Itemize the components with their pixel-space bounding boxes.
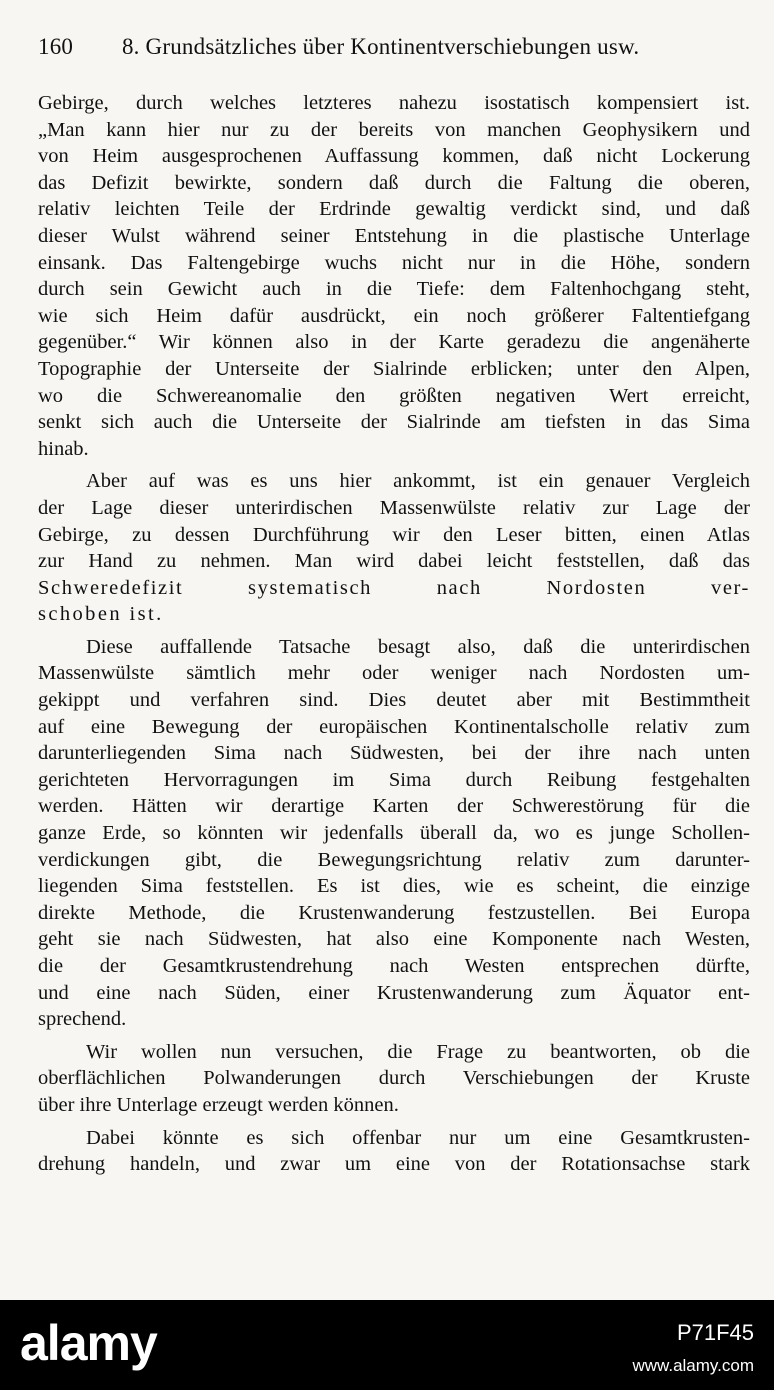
text-line: Gebirge, zu dessen Durchführung wir den Leser bitten, einen Atlas [38, 523, 750, 546]
text-line: Wir wollen nun versuchen, die Frage zu beantworten, ob die [86, 1040, 750, 1063]
text-line: das Defizit bewirkte, sondern daß durch die Faltung die oberen, [38, 171, 750, 194]
text-line: Topographie der Unterseite der Sialrinde erblicken; unter den Alpen, [38, 357, 750, 380]
text-line: der Lage dieser unterirdischen Massenwülste relativ zur Lage der [38, 496, 750, 519]
text-line: senkt sich auch die Unterseite der Sialrinde am tiefsten in das Sima [38, 411, 750, 434]
paragraph [38, 468, 750, 628]
text-line: wo die Schwereanomalie den größten negativen Wert erreicht, [38, 384, 750, 407]
text-line: gekippt und verfahren sind. Dies deutet aber mit Bestimmtheit [38, 689, 750, 712]
text-line: verdickungen gibt, die Bewegungsrichtung relativ zum darunter- [38, 848, 750, 871]
text-line: oberflächlichen Polwanderungen durch Verschiebungen der Kruste [38, 1067, 750, 1090]
text-line: die der Gesamtkrustendrehung nach Westen entsprechen dürfte, [38, 955, 750, 977]
text-line-spaced: schoben ist. [38, 603, 164, 626]
body-text [38, 90, 750, 1184]
text-line: Massenwülste sämtlich mehr oder weniger nach Nordosten um- [38, 662, 750, 685]
text-line: und eine nach Süden, einer Krustenwanderung zum Äquator ent- [38, 981, 750, 1004]
text-line: werden. Hätten wir derartige Karten der Schwerestörung für die [38, 795, 750, 818]
running-title: 8. Grundsätzliches über Kontinentverschiebungen usw. [121, 34, 640, 59]
text-line: auf eine Bewegung der europäischen Kontinentalscholle relativ zum [38, 715, 750, 738]
page-header [38, 34, 744, 68]
paragraph [38, 634, 750, 1033]
paragraph [38, 1039, 750, 1119]
text-line: sprechend. [38, 1008, 127, 1031]
text-line: gegenüber.“ Wir können also in der Karte geradezu die angenäherte [38, 331, 750, 354]
text-line: durch sein Gewicht auch in die Tiefe: dem Faltenhochgang steht, [38, 278, 750, 301]
stock-watermark-bar [0, 1300, 774, 1390]
site-url: www.alamy.com [632, 1356, 754, 1375]
paragraph [38, 1125, 750, 1178]
text-line: darunterliegenden Sima nach Südwesten, bei der ihre nach unten [38, 742, 750, 765]
image-id: P71F45 [676, 1320, 754, 1345]
text-line: „Man kann hier nur zu der bereits von manchen Geophysikern und [38, 118, 750, 141]
text-line: Gebirge, durch welches letzteres nahezu isostatisch kompensiert ist. [38, 92, 750, 114]
text-line: Aber auf was es uns hier ankommt, ist ein genauer Vergleich [86, 470, 750, 493]
text-line: zur Hand zu nehmen. Man wird dabei leicht feststellen, daß das [38, 550, 750, 573]
text-line: über ihre Unterlage erzeugt werden können. [38, 1093, 399, 1116]
text-line: drehung handeln, und zwar um eine von der Rotationsachse stark [38, 1153, 750, 1176]
alamy-logo: alamy [20, 1315, 157, 1371]
text-line: Dabei könnte es sich offenbar nur um eine Gesamtkrusten- [86, 1126, 750, 1149]
text-line: von Heim ausgesprochenen Auffassung kommen, daß nicht Lockerung [38, 145, 750, 168]
text-line: direkte Methode, die Krustenwanderung festzustellen. Bei Europa [38, 901, 750, 924]
text-line: einsank. Das Faltengebirge wuchs nicht nur in die Höhe, sondern [38, 251, 750, 274]
paragraph [38, 90, 750, 462]
text-line: gerichteten Hervorragungen im Sima durch Reibung festgehalten [38, 768, 750, 791]
text-line: hinab. [38, 437, 89, 460]
text-line: relativ leichten Teile der Erdrinde gewaltig verdickt sind, und daß [38, 198, 750, 221]
page-number: 160 [38, 34, 74, 59]
text-line-spaced: Schweredefizit systematisch nach Nordosten ver- [38, 576, 750, 599]
text-line: ganze Erde, so könnten wir jedenfalls überall da, wo es junge Schollen- [38, 822, 750, 845]
text-line: Diese auffallende Tatsache besagt also, daß die unterirdischen [86, 635, 750, 658]
text-line: liegenden Sima feststellen. Es ist dies, wie es scheint, die einzige [38, 875, 750, 898]
text-line: wie sich Heim dafür ausdrückt, ein noch größerer Faltentiefgang [38, 304, 750, 327]
text-line: dieser Wulst während seiner Entstehung in die plastische Unterlage [38, 224, 750, 247]
text-line: geht sie nach Südwesten, hat also eine Komponente nach Westen, [38, 928, 750, 951]
